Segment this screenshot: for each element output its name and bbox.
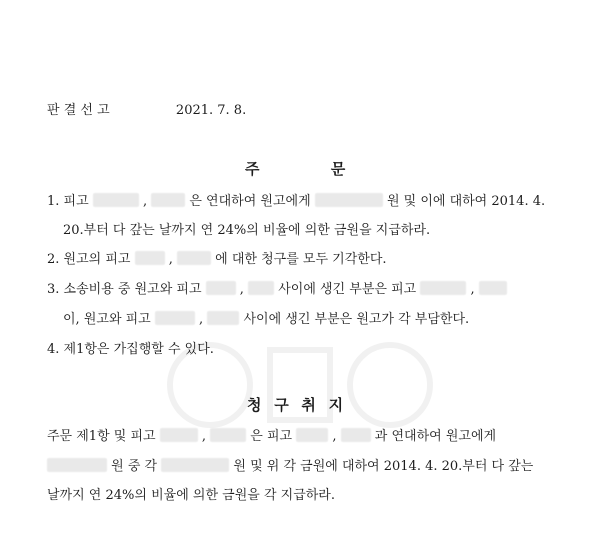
order-item-2 <box>47 251 387 269</box>
header-date: 2021. 7. 8. <box>175 103 247 118</box>
redaction <box>161 458 229 472</box>
text-segment: 이, 원고와 피고 <box>63 312 151 327</box>
order-item-1-line-2: 20.부터 다 갚는 날까지 연 24%의 비율에 의한 금원을 지급하라. <box>63 223 431 238</box>
header-label: 판 결 선 고 <box>47 103 110 118</box>
claim-line-1 <box>47 428 496 446</box>
text-segment: , <box>199 312 204 327</box>
text-segment: 1. 피고 <box>47 194 89 209</box>
order-item-4: 4. 제1항은 가집행할 수 있다. <box>47 342 214 357</box>
text-segment: 원 중 각 <box>111 459 158 474</box>
text-segment: 원 및 위 각 금원에 대하여 2014. 4. 20.부터 다 갚는 <box>233 459 534 474</box>
text-segment: 과 연대하여 원고에게 <box>374 429 497 444</box>
text-segment: 사이에 생긴 부분은 피고 <box>278 282 417 297</box>
redaction <box>47 458 107 472</box>
text-segment: , <box>201 429 206 444</box>
text-segment: 은 연대하여 원고에게 <box>189 194 311 209</box>
claim-title: 청 구 취 지 <box>247 396 347 414</box>
text-segment: 사이에 생긴 부분은 원고가 각 부담한다. <box>243 312 470 327</box>
redaction <box>207 311 239 325</box>
text-segment: , <box>142 194 148 209</box>
text-segment: 3. 소송비용 중 원고와 피고 <box>47 282 202 297</box>
redaction <box>206 281 236 295</box>
order-item-3-line-1 <box>47 281 507 299</box>
text-segment: 에 대한 청구를 모두 기각한다. <box>215 252 387 267</box>
redaction <box>177 251 211 265</box>
redaction <box>210 428 246 442</box>
redaction <box>151 193 185 207</box>
text-segment: , <box>470 282 475 297</box>
text-segment: 원 및 이에 대하여 2014. 4. <box>386 194 546 209</box>
redaction <box>296 428 328 442</box>
redaction <box>135 251 165 265</box>
text-segment: 2. 원고의 피고 <box>47 252 131 267</box>
redaction <box>479 281 507 295</box>
redaction <box>160 428 198 442</box>
claim-line-3: 날까지 연 24%의 비율에 의한 금원을 각 지급하라. <box>47 488 335 503</box>
text-segment: , <box>168 252 173 267</box>
order-item-1-line-1 <box>47 193 545 211</box>
text-segment: 은 피고 <box>250 429 293 444</box>
text-segment: , <box>239 282 244 297</box>
redaction <box>93 193 139 207</box>
redaction <box>315 193 383 207</box>
claim-line-2 <box>47 458 533 476</box>
redaction <box>248 281 274 295</box>
text-segment: , <box>332 429 337 444</box>
redaction <box>341 428 371 442</box>
judgment-header <box>47 102 246 120</box>
redaction <box>420 281 466 295</box>
order-title: 주 문 <box>245 160 379 178</box>
text-segment: 주문 제1항 및 피고 <box>47 429 156 444</box>
redaction <box>155 311 195 325</box>
order-item-3-line-2 <box>63 311 469 329</box>
